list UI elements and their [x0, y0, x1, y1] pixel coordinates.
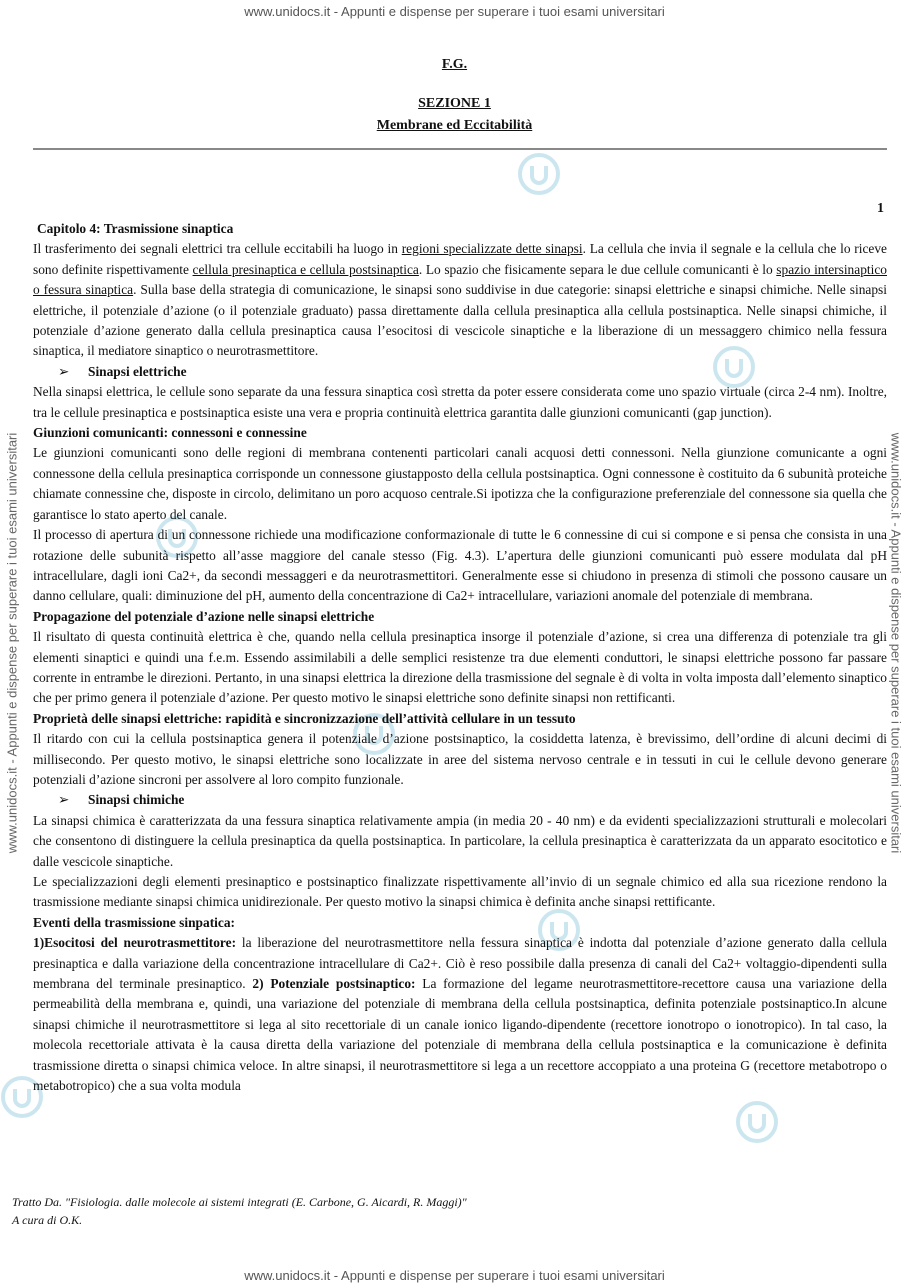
watermark-left: www.unidocs.it - Appunti e dispense per superare i tuoi esami universitari: [4, 432, 20, 854]
heading-propagation: Propagazione del potenziale d’azione nelle sinapsi elettriche: [33, 608, 375, 624]
unidocs-logo-icon: [735, 1100, 779, 1144]
watermark-right: www.unidocs.it - Appunti e dispense per superare i tuoi esami universitari: [888, 432, 904, 854]
document-body: [33, 219, 887, 1096]
paragraph-properties: Il ritardo con cui la cellula postsinaptica genera il potenziale d’azione postsinaptico, la cosiddetta latenza, è brevissimo, dell’ordine di alcuni decimi di millisecondo. Per questo motivo, le sinapsi elettriche sono localizzate in aree del sistema nervoso centrale e in tessuti in cui le cellule devono generare potenziali d’azione sincroni per assolvere al loro compito funzionale.: [33, 731, 887, 787]
heading-gap-junctions: Giunzioni comunicanti: connessoni e connessine: [33, 425, 307, 441]
underlined-term: regioni specializzate dette sinapsi: [401, 241, 583, 257]
bullet-heading-electrical: ➢ Sinapsi elettriche: [33, 362, 887, 382]
watermark-top: www.unidocs.it - Appunti e dispense per superare i tuoi esami universitari: [244, 4, 665, 19]
footer-editor: A cura di O.K.: [12, 1213, 83, 1227]
header-divider: [33, 148, 887, 150]
heading-events: Eventi della trasmissione sinpatica:: [33, 914, 235, 930]
paragraph-chemical: La sinapsi chimica è caratterizzata da una fessura sinaptica relativamente ampia (in media 20 - 40 nm) e da evidenti specializzazioni strutturali e molecolari che consentono di distinguere la cellula presinaptica da quella postsinaptica. In particolare, la cellula presinaptica è caratterizzata da un apparato esocitotico e dalle vescicole sinaptiche.: [33, 812, 887, 869]
underlined-term: cellula presinaptica e cellula postsinaptica: [192, 261, 419, 277]
paragraph-events: 1)Esocitosi del neurotrasmettitore: la liberazione del neurotrasmettitore nella fessura sinaptica è indotta dal potenziale d’azione generato dalla cellula presinaptica e dalla variazione della concentrazione intracellulare di Ca2+. Ciò è reso possibile dalla presenza di canali del Ca2+ voltaggio-dipendenti sulla membrana del terminale presinaptico. 2) Potenziale postsinaptico: La formazione del legame neurotrasmettitore-recettore causa una variazione della permeabilità della membrana e, quindi, una variazione del potenziale di membrana della cellula postsinaptica, definita potenziale postsinaptico.In alcune sinapsi chimiche il neurotrasmettitore si lega al sito recettoriale di un canale ionico ligando-dipendente (recettore ionotropo o ionotropico). In tal caso, la molecola recettoriale attivata è la causa diretta della variazione del potenziale di membrana della cellula postsinaptica e la comunicazione è definita trasmissione diretta o sinapsi chimica veloce. In altre sinapsi, il neurotrasmettitore si lega a un recettore accoppiato a una proteina G (recettore metabotropo o metabotropico) che a sua volta modula: [33, 935, 887, 1094]
section-title: Membrane ed Eccitabilità: [376, 118, 533, 133]
footer-source: Tratto Da. "Fisiologia. dalle molecole ai sistemi integrati (E. Carbone, G. Aicardi, R. Maggi)": [12, 1195, 467, 1209]
footer-citation: [12, 1193, 467, 1229]
unidocs-logo-icon: [517, 152, 561, 196]
page-number: 1: [877, 201, 884, 216]
arrow-bullet-icon: ➢: [58, 363, 70, 379]
chapter-title: Capitolo 4: Trasmissione sinaptica: [37, 221, 234, 236]
paragraph-intro: Il trasferimento dei segnali elettrici tra cellule eccitabili ha luogo in regioni specializzate dette sinapsi. La cellula che invia il segnale e la cellula che lo riceve sono definite rispettivamente cellula presinaptica e cellula postsinaptica. Lo spazio che fisicamente separa le due cellule comunicanti è lo spazio intersinaptico o fessura sinaptica. Sulla base della strategia di comunicazione, le sinapsi sono suddivise in due categorie: sinapsi elettriche e sinapsi chimiche. Nelle sinapsi elettriche, il potenziale d’azione (o il potenziale graduato) passa direttamente dalla cellula presinaptica alla cellula postsinaptica. Nelle sinapsi chimiche, il potenziale d’azione generato dalla cellula presinaptica causa l’esocitosi di vescicole sinaptiche e la liberazione di un messaggero chimico nella fessura sinaptica, il mediatore sinaptico o neurotrasmettitore.: [33, 241, 887, 359]
bullet-heading-chemical: ➢ Sinapsi chimiche: [33, 790, 887, 810]
underlined-term: spazio intersinaptico o fessura sinaptica: [33, 261, 887, 298]
paragraph-connexon-opening: Il processo di apertura di un connessone richiede una modificazione conformazionale di tutte le 6 connessine di cui si compone e si pensa che consista in una rotazione delle subunità rispetto all’asse maggiore del canale stesso (Fig. 4.3). L’apertura delle giunzioni comunicanti può essere modulata dal pH intracellulare, dagli ioni Ca2+, da secondi messaggeri e da neurotrasmettitori. Generalmente esse si chiudono in presenza di stimoli che possono causare un danno cellulare, quali: diminuzione del pH, aumento della concentrazione di Ca2+ intracellulare, variazioni anomale del potenziale di membrana.: [33, 527, 887, 604]
paragraph-electrical: Nella sinapsi elettrica, le cellule sono separate da una fessura sinaptica così stretta da poter essere considerata come uno spazio virtuale (circa 2-4 nm). Inoltre, tra le cellule presinaptica e postsinaptica esiste una vera e propria continuità elettrica garantita dalle giunzioni comunicanti (gap junction).: [33, 384, 887, 420]
paragraph-propagation: Il risultato di questa continuità elettrica è che, quando nella cellula presinaptica insorge il potenziale d’azione, si crea una differenza di potenziale tra gli elementi sinaptici e quindi una f.e.m. Essendo assimilabili a delle semplici resistenze tra due elementi conduttori, le sinapsi elettriche possono far passare corrente in entrambe le direzioni. Pertanto, in una sinapsi elettrica la direzione della trasmissione del segnale è di volta in volta imposta dall’elemento sinaptico che per primo genera il potenziale d’azione. Per questo motivo le sinapsi elettriche sono definite sinapsi non rettificanti.: [33, 629, 887, 706]
arrow-bullet-icon: ➢: [58, 792, 70, 808]
header-initials: F.G.: [441, 57, 468, 72]
paragraph-gap-junctions: Le giunzioni comunicanti sono delle regioni di membrana contenenti particolari canali acquosi detti connessoni. Nella giunzione comunicante a ogni connessone della cellula presinaptica corrisponde un connessone giustapposto della cellula postsinaptica. Ogni connessone è costituito da 6 subunità proteiche chiamate connessine che, disposte in circolo, delimitano un poro acquoso centrale.Si ipotizza che la configurazione preferenziale del connessone sia quella che garantisce lo stato aperto del canale.: [33, 445, 887, 522]
watermark-bottom: www.unidocs.it - Appunti e dispense per superare i tuoi esami universitari: [244, 1268, 665, 1283]
paragraph-specializations: Le specializzazioni degli elementi presinaptico e postsinaptico finalizzate rispettivamente all’invio di un segnale chimico ed alla sua ricezione rendono la trasmissione mediante sinapsi chimica unidirezionale. Per questo motivo la sinapsi chimica è definita anche sinapsi rettificante.: [33, 874, 887, 910]
section-number: SEZIONE 1: [418, 96, 491, 111]
heading-properties: Proprietà delle sinapsi elettriche: rapidità e sincronizzazione dell’attività cellulare in un tessuto: [33, 710, 576, 726]
